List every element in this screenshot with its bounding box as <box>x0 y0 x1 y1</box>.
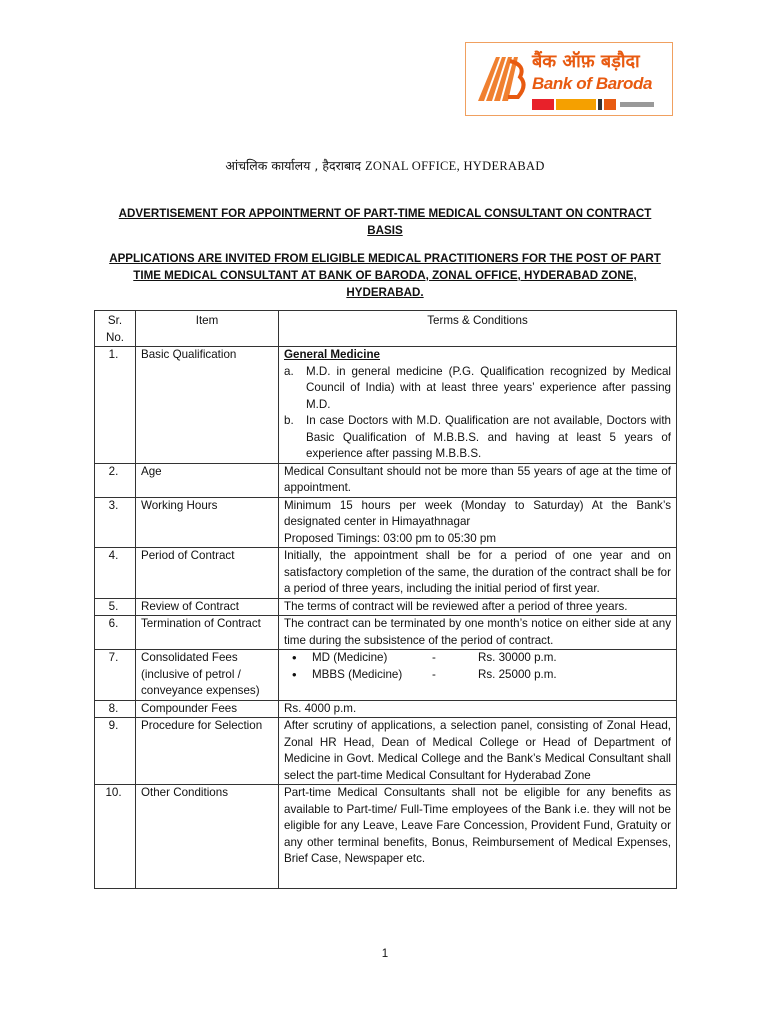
list-marker: b. <box>284 414 294 427</box>
table-row <box>95 700 677 718</box>
fee-amount: Rs. 30000 p.m. <box>478 651 557 664</box>
terms-table <box>94 310 677 889</box>
row-terms <box>279 497 677 548</box>
table-row <box>95 616 677 650</box>
list-item <box>284 364 671 414</box>
office-heading-english: ZONAL OFFICE, HYDERABAD <box>364 159 545 173</box>
logo-hindi-text: बैंक ऑफ़ बड़ौदा <box>532 51 640 72</box>
row-terms: The terms of contract will be reviewed after a period of three years. <box>279 598 677 616</box>
advertisement-title: ADVERTISEMENT FOR APPOINTMERNT OF PART-TIME MEDICAL CONSULTANT ON CONTRACT BASIS <box>118 207 652 237</box>
logo-tagline-strip <box>532 97 667 111</box>
table-header-row <box>95 311 677 347</box>
row-sr: 1. <box>95 347 136 464</box>
fee-name: MD (Medicine) <box>312 651 388 664</box>
fee-dash: - <box>432 651 436 664</box>
row-sr: 2. <box>95 463 136 497</box>
office-heading <box>0 157 770 174</box>
row-item: Compounder Fees <box>136 700 279 718</box>
row-terms: The contract can be terminated by one month’s notice on either side at any time during the subsistence of the period of contract. <box>279 616 677 650</box>
fee-name: MBBS (Medicine) <box>312 667 403 681</box>
row-terms: Rs. 4000 p.m. <box>279 700 677 718</box>
fee-amount: Rs. 25000 p.m. <box>478 667 557 681</box>
row-sr: 5. <box>95 598 136 616</box>
list-item <box>284 413 671 463</box>
row-sr: 9. <box>95 718 136 785</box>
table-row <box>95 548 677 599</box>
row-sr: 4. <box>95 548 136 599</box>
list-item-text: M.D. in general medicine (P.G. Qualification recognized by Medical Council of India) with at least three years’ experience after passing M.D. <box>306 364 671 411</box>
general-medicine-heading: General Medicine <box>284 348 381 361</box>
row-item: Basic Qualification <box>136 347 279 464</box>
office-heading-hindi: आंचलिक कार्यालय , हैदराबाद <box>225 158 361 173</box>
row-sr: 6. <box>95 616 136 650</box>
header-sr-no: Sr. No. <box>95 311 136 347</box>
table-row <box>95 463 677 497</box>
row-terms: Medical Consultant should not be more than 55 years of age at the time of appointment. <box>279 463 677 497</box>
qualification-list <box>284 364 671 463</box>
list-marker: a. <box>284 364 294 378</box>
working-hours-text: Minimum 15 hours per week (Monday to Saturday) At the Bank’s designated center in Himayathnagar <box>284 498 671 528</box>
row-item: Working Hours <box>136 497 279 548</box>
row-sr: 3. <box>95 497 136 548</box>
fees-list <box>284 650 671 683</box>
fee-item <box>312 650 671 667</box>
list-item-text: In case Doctors with M.D. Qualification are not available, Doctors with Basic Qualification of M.B.B.S. and having at least 5 years of experience after passing M.B.B.S. <box>306 414 671 460</box>
row-item: Age <box>136 463 279 497</box>
baroda-sun-icon <box>474 51 528 105</box>
row-item: Other Conditions <box>136 785 279 889</box>
row-item: Period of Contract <box>136 548 279 599</box>
row-terms: Initially, the appointment shall be for a period of one year and on satisfactory completion of the same, the duration of the contract shall be for a period of three years, including the initial period of first year. <box>279 548 677 599</box>
row-item: Consolidated Fees (inclusive of petrol / conveyance expenses) <box>136 650 279 701</box>
logo-english-text: Bank of Baroda <box>532 74 653 93</box>
row-terms: Part-time Medical Consultants shall not be eligible for any benefits as available to Part-time/ Full-Time employees of the Bank i.e. they will not be eligible for any Leave, Leave Fare Concession, Provident Fund, Gratuity or any other terminal benefits, Bonus, Reimbursement of Medical Expenses, Brief Case, Newspaper etc. <box>279 785 677 889</box>
row-item: Review of Contract <box>136 598 279 616</box>
row-terms: After scrutiny of applications, a selection panel, consisting of Zonal Head, Zonal HR Head, Dean of Medical College or Head of Department of Medicine in Govt. Medical College and the Bank’s Medical Consultant shall select the part-time Medical Consultant for Hyderabad Zone <box>279 718 677 785</box>
fee-item <box>312 667 671 684</box>
row-sr: 8. <box>95 700 136 718</box>
proposed-timings-text: Proposed Timings: 03:00 pm to 05:30 pm <box>284 531 497 545</box>
row-sr: 7. <box>95 650 136 701</box>
row-item: Procedure for Selection <box>136 718 279 785</box>
table-row <box>95 497 677 548</box>
applications-invited-heading: APPLICATIONS ARE INVITED FROM ELIGIBLE MEDICAL PRACTITIONERS FOR THE POST OF PART TIME MEDICAL CONSULTANT AT BANK OF BARODA, ZONAL OFFICE, HYDERABAD ZONE, HYDERABAD. <box>109 252 661 299</box>
row-terms <box>279 650 677 701</box>
fee-dash: - <box>432 667 436 681</box>
table-row <box>95 650 677 701</box>
table-row <box>95 347 677 464</box>
header-item: Item <box>136 311 279 347</box>
row-item: Termination of Contract <box>136 616 279 650</box>
table-row <box>95 785 677 889</box>
row-terms <box>279 347 677 464</box>
table-row <box>95 718 677 785</box>
header-terms: Terms & Conditions <box>279 311 677 347</box>
table-row <box>95 598 677 616</box>
row-sr: 10. <box>95 785 136 889</box>
page-number: 1 <box>381 948 389 960</box>
bank-logo <box>465 42 673 116</box>
